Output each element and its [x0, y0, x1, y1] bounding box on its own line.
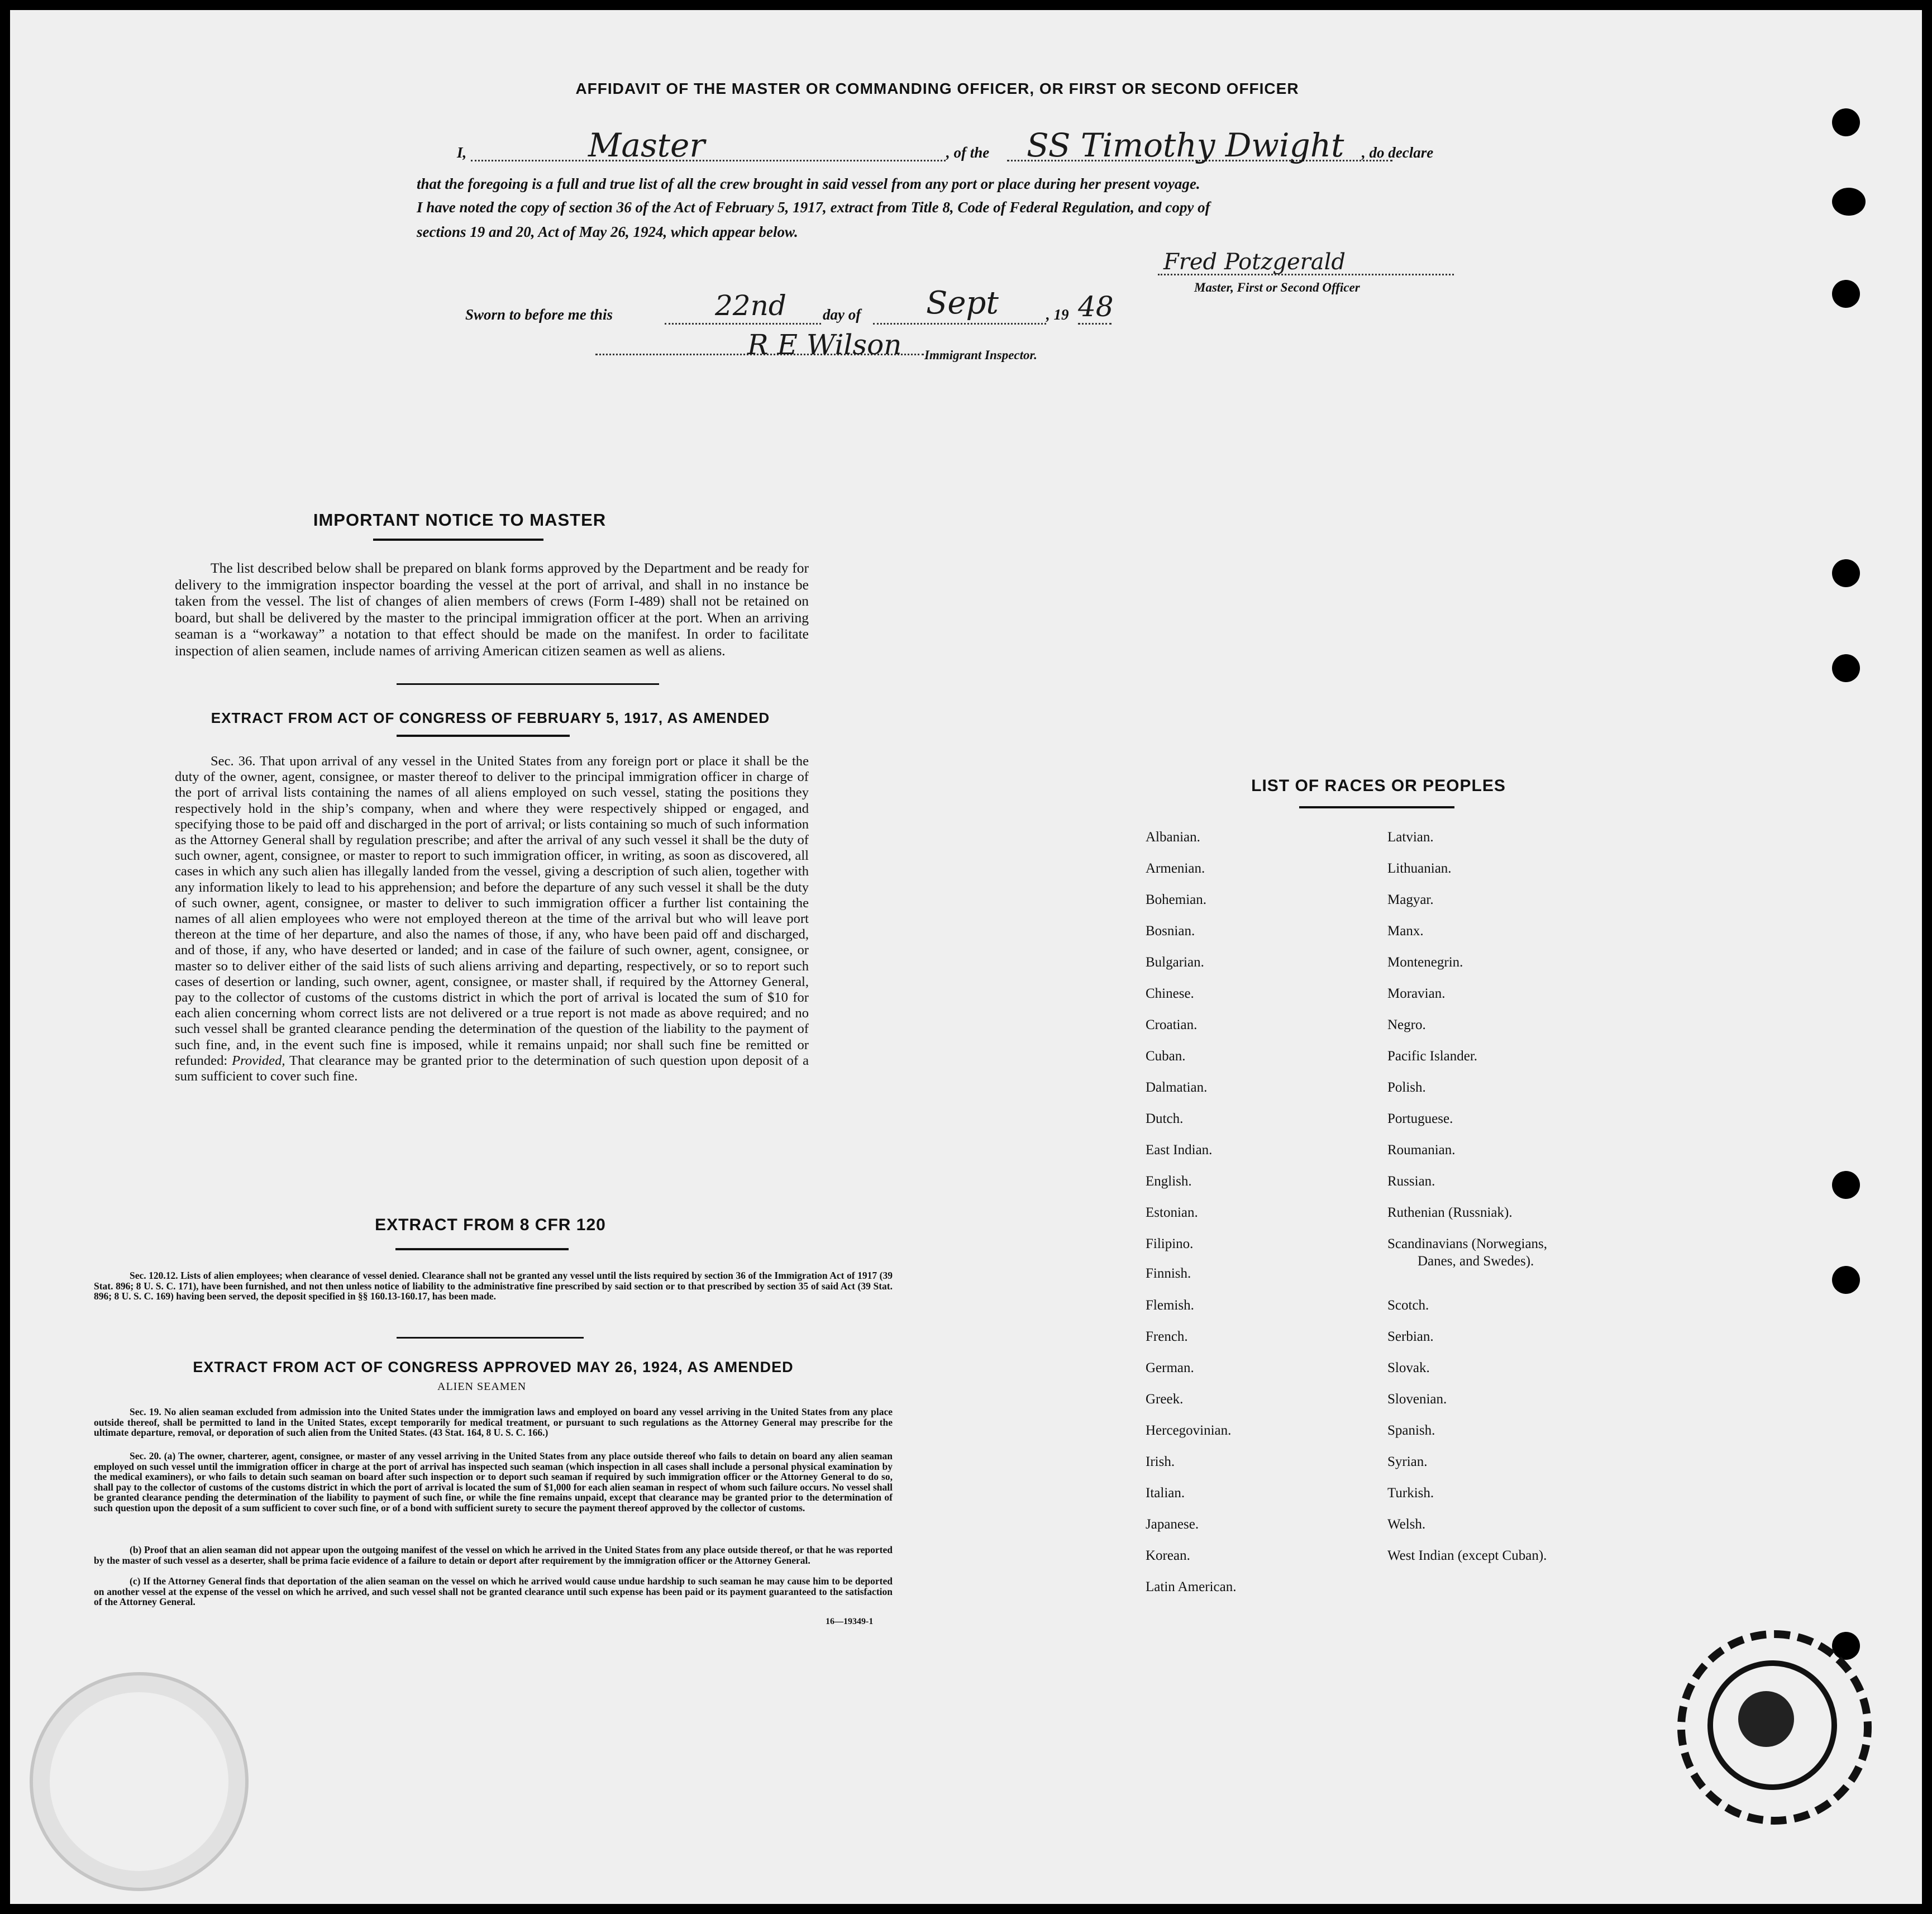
race-left-item: Armenian.: [1146, 861, 1205, 876]
race-right-item: Portuguese.: [1387, 1111, 1453, 1126]
extract-1917-provided: Provided,: [232, 1053, 285, 1068]
extract-1924-sec20c: (c) If the Attorney General finds that deportation of the alien seaman on the vessel on which he arrived would cause undue hardship to such seaman he may cause him to be deported on another vessel at the expense of the vessel on which he arrived, and such vessel shall not be granted clearance until such expense has been paid or its payment guaranteed to the satisfaction of the Attorney General.: [94, 1575, 893, 1608]
extract-1917-title: EXTRACT FROM ACT OF CONGRESS OF FEBRUARY 5, 1917, AS AMENDED: [211, 710, 770, 726]
race-right-item: Slovak.: [1387, 1360, 1430, 1375]
race-right-item: Spanish.: [1387, 1423, 1435, 1438]
affidavit-i-label: I,: [457, 144, 467, 161]
day-line: [665, 323, 821, 325]
sworn-day-value: 22nd: [715, 289, 786, 322]
extract-1924-sec20b: (b) Proof that an alien seaman did not appear upon the outgoing manifest of the vessel on which he arrived in the United States from any place outside thereof, or that he was reported by the master of such vessel as a deserter, shall be prima facie evidence of a failure to detain or deport after requirement by the immigration officer or the Attorney General.: [94, 1544, 893, 1566]
race-left-item: Bulgarian.: [1146, 955, 1204, 970]
affidavit-body-line1: that the foregoing is a full and true list of all the crew brought in said vessel from any port or place during her present voyage.: [417, 175, 1200, 192]
affidavit-body-line2: I have noted the copy of section 36 of the Act of February 5, 1917, extract from Title 8, Code of Federal Regulation, and copy of: [417, 199, 1210, 216]
punch-hole: [1832, 559, 1860, 587]
punch-hole: [1832, 654, 1860, 682]
extract-1917-body: [175, 754, 809, 1084]
race-left-item: Italian.: [1146, 1486, 1185, 1501]
race-left-item: French.: [1146, 1329, 1188, 1344]
race-right-item: Moravian.: [1387, 986, 1446, 1001]
notice-end-rule: [397, 683, 659, 685]
race-left-item: Albanian.: [1146, 830, 1200, 845]
race-right-item: Magyar.: [1387, 892, 1434, 907]
year-prefix: , 19: [1046, 306, 1069, 323]
race-right-item: Ruthenian (Russniak).: [1387, 1205, 1513, 1220]
race-right-item: Serbian.: [1387, 1329, 1434, 1344]
race-right-item: Lithuanian.: [1387, 861, 1452, 876]
race-left-item: Dutch.: [1146, 1111, 1184, 1126]
signature-caption: Master, First or Second Officer: [1194, 280, 1360, 294]
notice-title-rule: [373, 539, 543, 541]
immigration-stamp: [1677, 1630, 1872, 1825]
race-left-item: English.: [1146, 1174, 1192, 1189]
affidavit-body-line3: sections 19 and 20, Act of May 26, 1924, which appear below.: [417, 223, 798, 240]
month-line: [873, 323, 1046, 325]
year-line: [1078, 323, 1112, 325]
race-right-item: Syrian.: [1387, 1454, 1428, 1469]
race-left-item: Filipino.: [1146, 1236, 1194, 1251]
form-number: 16—19349-1: [826, 1617, 874, 1626]
inspector-signature: R E Wilson: [747, 328, 902, 361]
race-right-item: Slovenian.: [1387, 1392, 1447, 1407]
race-left-item: Japanese.: [1146, 1517, 1199, 1532]
notice-body: The list described below shall be prepared on blank forms approved by the Department and be ready for delivery to the immigration inspector boarding the vessel at the port of arrival, and shall in no instance be taken from the vessel. The list of changes of alien members of crews (Form I-489) shall not be retained on board, but shall be delivered by the master to the principal immigration officer at the port. When an arriving seaman is a “workaway” a notation to that effect should be made on the manifest. In order to facilitate inspection of alien seamen, include names of arriving American citizen seamen as well as aliens.: [175, 560, 809, 659]
race-right-item: Roumanian.: [1387, 1142, 1456, 1158]
race-left-item: Cuban.: [1146, 1049, 1186, 1064]
master-name-line: [471, 160, 946, 161]
master-name-value: Master: [588, 126, 705, 164]
cfr-title-rule: [395, 1248, 569, 1250]
embossed-seal: [30, 1672, 249, 1891]
race-left-item: Greek.: [1146, 1392, 1184, 1407]
race-left-item: East Indian.: [1146, 1142, 1213, 1158]
race-left-item: German.: [1146, 1360, 1194, 1375]
race-left-item: Bohemian.: [1146, 892, 1207, 907]
race-right-item: Negro.: [1387, 1017, 1426, 1032]
race-right-item: Polish.: [1387, 1080, 1426, 1095]
extract-1917-text-a: Sec. 36. That upon arrival of any vessel in the United States from any foreign port or place it shall be the duty of the owner, agent, consignee, or master thereof to deliver to the principal immigration officer in charge of the port of arrival lists containing the names of all aliens employed on such vessel, stating the positions they respectively hold in the ship’s company, when and where they were respectively shipped or engaged, and specifying those to be paid off and discharged in the port of arrival; or lists containing so much of such information as the Attorney General shall by regulation prescribe; and after the arrival of any such vessel it shall be the duty of such owner, agent, consignee, or master to report to such immigration officer, in writing, as soon as discovered, all cases in which any such alien has illegally landed from the vessel, giving a description of such alien, together with any information likely to lead to his apprehension; and before the departure of any such vessel it shall be the duty of such owner, agent, consignee, or master to deliver to such immigration officer a further list containing the names of all alien employees who were not employed thereon at the time of the arrival but who will leave port thereon at the time of her departure, and also the names of those, if any, who have been paid off and discharged, and of those, if any, who have deserted or landed; and in case of the failure of such owner, agent, consignee, or master so to deliver either of the said lists of such aliens arriving and departing, respectively, or so to report such cases of desertion or landing, such owner, agent, consignee, or master shall, if required by the Attorney General, pay to the collector of customs of the customs district in which the port of arrival is located the sum of $10 for each alien concerning whom correct lists are not delivered or a true report is not made as above required; and no such vessel shall be granted clearance pending the determination of the question of the liability to the payment of such fine, and, in the event such fine is imposed, while it remains unpaid; nor shall such fine be remitted or refunded:: [175, 754, 809, 1068]
affidavit-title: AFFIDAVIT OF THE MASTER OR COMMANDING OFFICER, OR FIRST OR SECOND OFFICER: [575, 80, 1299, 97]
punch-hole: [1832, 108, 1860, 136]
extract-1924-sec19: Sec. 19. No alien seaman excluded from admission into the United States under the immigration laws and employed on board any vessel arriving in the United States from any place outside thereof, shall be permitted to land in the United States, except temporarily for medical treatment, or pursuant to such regulations as the Attorney General may prescribe for the ultimate departure, removal, or deporation of such alien from the United States. (43 Stat. 164, 8 U. S. C. 166.): [94, 1406, 893, 1439]
race-left-item: Chinese.: [1146, 986, 1194, 1001]
sworn-month-value: Sept: [926, 285, 999, 321]
race-left-item: Flemish.: [1146, 1298, 1194, 1313]
master-signature: Fred Potzgerald: [1163, 249, 1346, 275]
extract-1924-title: EXTRACT FROM ACT OF CONGRESS APPROVED MAY 26, 1924, AS AMENDED: [193, 1359, 794, 1375]
vessel-name-value: SS Timothy Dwight: [1027, 126, 1344, 164]
affidavit-declare-label: , do declare: [1362, 144, 1434, 161]
race-right-item: Montenegrin.: [1387, 955, 1463, 970]
cfr-title: EXTRACT FROM 8 CFR 120: [375, 1216, 606, 1234]
document-page: [10, 10, 1922, 1904]
race-right-item: Welsh.: [1387, 1517, 1426, 1532]
race-left-item: Latin American.: [1146, 1579, 1237, 1594]
race-right-item: Manx.: [1387, 923, 1424, 939]
cfr-end-rule: [397, 1337, 584, 1339]
punch-hole: [1832, 280, 1860, 308]
cfr-body: Sec. 120.12. Lists of alien employees; when clearance of vessel denied. Clearance shall not be granted any vessel until the lists required by section 36 of the Immigration Act of 1917 (39 Stat. 896; 8 U. S. C. 171), have been furnished, and not then unless notice of liability to the administrative fine prescribed by said section or to that prescribed by section 35 of said Act (39 Stat. 896; 8 U. S. C. 169) having been served, the deposit specified in §§ 160.13-160.17, has been made.: [94, 1270, 893, 1302]
race-left-item: Finnish.: [1146, 1266, 1191, 1281]
race-right-item: Danes, and Swedes).: [1418, 1254, 1534, 1269]
race-right-item: West Indian (except Cuban).: [1387, 1548, 1547, 1563]
race-left-item: Croatian.: [1146, 1017, 1198, 1032]
affidavit-of-the-label: , of the: [946, 144, 990, 161]
race-left-item: Bosnian.: [1146, 923, 1195, 939]
race-left-item: Hercegovinian.: [1146, 1423, 1232, 1438]
extract-1917-text-b: That clearance may be granted prior to the determination of such question upon deposit of a sum sufficient to cover such fine.: [175, 1053, 809, 1084]
punch-hole: [1832, 188, 1866, 216]
races-title-rule: [1299, 806, 1454, 808]
extract-1924-sec20a: Sec. 20. (a) The owner, charterer, agent, consignee, or master of any vessel arriving in the United States from any place outside thereof who fails to detain on board any alien seaman employed on such vessel until the immigration officer in charge at the port of arrival has inspected such seaman (which inspection in all cases shall include a personal physical examination by the medical examiners), or who fails to detain such seaman on board after such inspection or to deport such seaman if required by such immigration officer or the Attorney General to do so, shall pay to the collector of customs of the customs district in which the port of arrival is located the sum of $1,000 for each alien seaman in respect of whom such failure occurs. No vessel shall be granted clearance pending the determination of the liability to payment of such fine, or while the fine remains unpaid, except that clearance may be granted prior to the determination of such question upon the deposit of a sum sufficient to cover such fine, or of a bond with sufficient surety to secure the payment thereof approved by the collector of customs.: [94, 1450, 893, 1513]
race-right-item: Russian.: [1387, 1174, 1435, 1189]
race-right-item: Scotch.: [1387, 1298, 1429, 1313]
race-right-item: Scandinavians (Norwegians,: [1387, 1236, 1548, 1251]
race-right-item: Latvian.: [1387, 830, 1434, 845]
signature-line: [1158, 274, 1454, 275]
extract-1917-rule: [397, 735, 570, 737]
inspector-caption: Immigrant Inspector.: [924, 348, 1037, 362]
extract-1924-subtitle: ALIEN SEAMEN: [437, 1380, 527, 1393]
race-right-item: Pacific Islander.: [1387, 1049, 1478, 1064]
punch-hole: [1832, 1266, 1860, 1294]
races-title: LIST OF RACES OR PEOPLES: [1251, 777, 1506, 795]
sworn-label: Sworn to before me this: [465, 306, 613, 323]
race-left-item: Estonian.: [1146, 1205, 1198, 1220]
punch-hole: [1832, 1171, 1860, 1199]
day-of-label: day of: [823, 306, 861, 323]
race-left-item: Dalmatian.: [1146, 1080, 1208, 1095]
sworn-year-value: 48: [1078, 291, 1114, 323]
race-right-item: Turkish.: [1387, 1486, 1434, 1501]
race-left-item: Irish.: [1146, 1454, 1175, 1469]
race-left-item: Korean.: [1146, 1548, 1190, 1563]
notice-title: IMPORTANT NOTICE TO MASTER: [313, 510, 607, 530]
